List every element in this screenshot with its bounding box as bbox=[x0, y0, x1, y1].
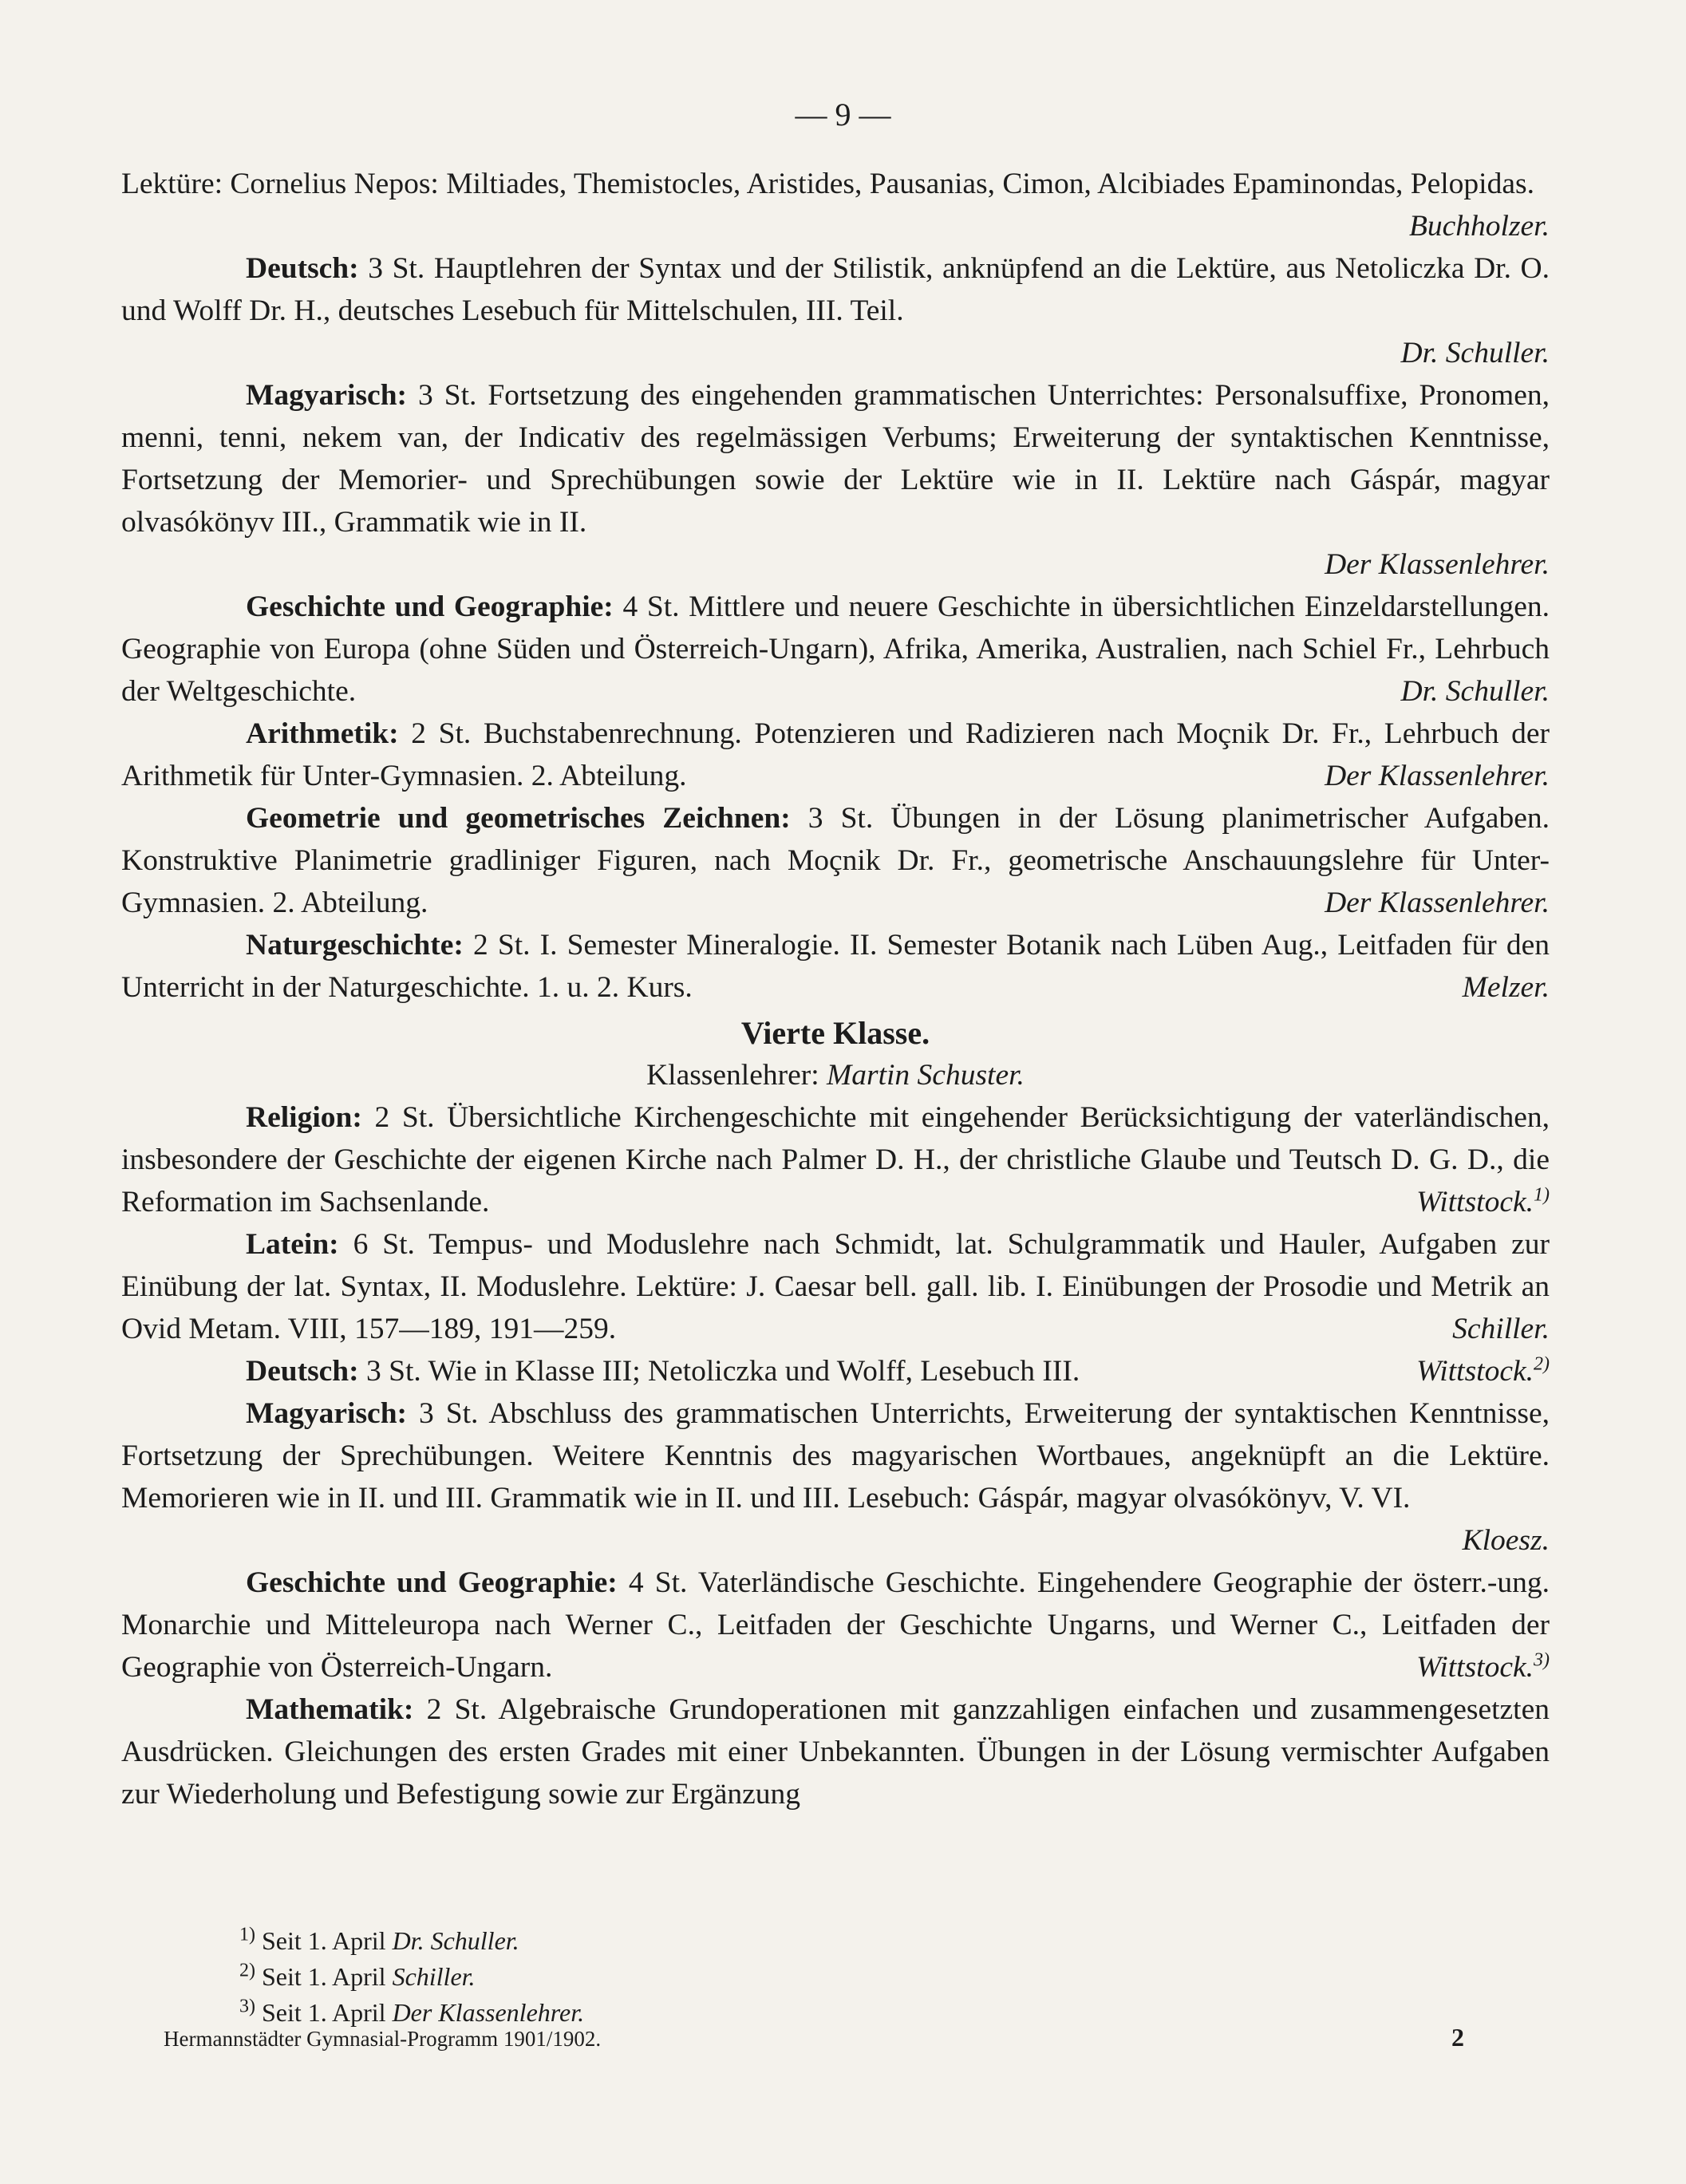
teacher-line bbox=[121, 332, 1550, 374]
subject-text: 2 St. Übersichtliche Kirchengeschichte mit eingehender Berücksichtigung der vaterländischen, insbesondere der Geschichte der eigenen Kirche nach Palmer D. H., der christliche Glaube und Teutsch D. G. D., die Reformation im Sachsenlande. bbox=[121, 1101, 1550, 1218]
subject-name: Latein: bbox=[246, 1228, 339, 1261]
subject-paragraph bbox=[121, 1392, 1550, 1562]
class-teacher-label: Klassenlehrer: bbox=[646, 1059, 819, 1092]
subject-text: 3 St. Wie in Klasse III; Netoliczka und Wolff, Lesebuch III. bbox=[358, 1355, 1080, 1388]
footnote-reference: 3) bbox=[1534, 1649, 1550, 1671]
subject-paragraph bbox=[121, 1223, 1550, 1350]
subject-paragraph bbox=[121, 924, 1550, 1009]
subject-name: Religion: bbox=[246, 1101, 362, 1134]
main-text bbox=[121, 163, 1550, 1815]
subject-text: 3 St. Fortsetzung des eingehenden grammatischen Unterrichtes: Personalsuffixe, Pronomen, menni, tenni, nekem van, der Indicativ des regelmässigen Verbums; Erweiterung der syntaktischen Kenntnisse, Fortsetzung der Memorier- und Sprechübungen sowie der Lektüre wie in II. Lektüre nach Gáspár, magyar olvasókönyv III., Grammatik wie in II. bbox=[121, 379, 1550, 539]
teacher-signature bbox=[1401, 337, 1550, 369]
footnote bbox=[239, 1923, 584, 1959]
subject-text: 3 St. Abschluss des grammatischen Unterrichts, Erweiterung der syntaktischen Kenntnisse, Fortsetzung der Sprechübungen. Weitere Kenntnis des magyarischen Wortbaues, angeknüpft an die Lektüre. Memorieren wie in II. und III. Grammatik wie in II. und III. Lesebuch: Gáspár, magyar olvasókönyv, V. VI. bbox=[121, 1397, 1550, 1515]
teacher-signature bbox=[1277, 670, 1550, 713]
subject-text: 2 St. Buchstabenrechnung. Potenzieren und Radizieren nach Moçnik Dr. Fr., Lehrbuch der Arithmetik für Unter-Gymnasien. 2. Abteilung. bbox=[121, 717, 1550, 792]
page-number: — 9 — bbox=[795, 97, 891, 132]
subject-paragraph bbox=[121, 797, 1550, 924]
teacher-signature bbox=[1409, 205, 1550, 247]
subject-text: 2 St. I. Semester Mineralogie. II. Semester Botanik nach Lüben Aug., Leitfaden für den Unterricht in der Naturgeschichte. 1. u. 2. Kurs. bbox=[121, 929, 1550, 1004]
footnote-reference: 1) bbox=[1534, 1184, 1550, 1206]
footnote-text: Seit 1. April bbox=[262, 1998, 386, 2027]
teacher-name: Buchholzer. bbox=[1408, 210, 1550, 243]
teacher-signature bbox=[1325, 548, 1550, 581]
subject-paragraph bbox=[121, 163, 1550, 247]
teacher-line bbox=[121, 543, 1550, 586]
teacher-name: Kloesz. bbox=[1462, 1524, 1550, 1557]
subject-paragraph bbox=[121, 1688, 1550, 1815]
third-class-subjects bbox=[121, 163, 1550, 1009]
page-footer bbox=[164, 2023, 1464, 2052]
teacher-signature bbox=[1338, 966, 1550, 1009]
teacher-signature bbox=[1292, 1350, 1550, 1392]
teacher-name: Melzer. bbox=[1462, 971, 1550, 1004]
class-heading: Vierte Klasse. bbox=[740, 1015, 930, 1051]
footnote-mark: 3) bbox=[239, 1996, 255, 2017]
subject-paragraph bbox=[121, 247, 1550, 332]
subject-text: 6 St. Tempus- und Moduslehre nach Schmidt, lat. Schulgrammatik und Hauler, Aufgaben zur Einübung der lat. Syntax, II. Moduslehre. Lektüre: J. Caesar bell. gall. lib. I. Einübungen der Prosodie und Metrik an Ovid Metam. VIII, 157—189, 191—259. bbox=[121, 1228, 1550, 1345]
publication-title: Hermannstädter Gymnasial-Programm 1901/1902. bbox=[164, 2027, 602, 2051]
footnotes bbox=[239, 1923, 584, 2031]
footnote-reference: 2) bbox=[1534, 1353, 1550, 1375]
footnote-text: Seit 1. April bbox=[262, 1926, 386, 1955]
subject-name: Naturgeschichte: bbox=[246, 929, 464, 962]
subject-paragraph bbox=[121, 1096, 1550, 1223]
class-teacher-name: Martin Schuster. bbox=[827, 1059, 1025, 1092]
subject-paragraph bbox=[121, 1350, 1550, 1392]
teacher-signature bbox=[1328, 1308, 1550, 1350]
teacher-name: Wittstock. bbox=[1416, 1186, 1534, 1218]
teacher-signature bbox=[1200, 755, 1550, 797]
footnote-mark: 2) bbox=[239, 1960, 255, 1981]
subject-text: 3 St. Hauptlehren der Syntax und der Stilistik, anknüpfend an die Lektüre, aus Netoliczka Dr. O. und Wolff Dr. H., deutsches Lesebuch für Mittelschulen, III. Teil. bbox=[121, 252, 1550, 327]
sheet-number: 2 bbox=[1451, 2023, 1464, 2052]
subject-paragraph bbox=[121, 1562, 1550, 1688]
subject-name: Geschichte und Geographie: bbox=[246, 590, 614, 623]
subject-name: Deutsch: bbox=[246, 1355, 359, 1388]
subject-text: 2 St. Algebraische Grundoperationen mit ganzzahligen einfachen und zusammengesetzten Ausdrücken. Gleichungen des ersten Grades mit einer Unbekannten. Übungen in der Lösung vermischter Aufgaben zur Wiederholung und Befestigung sowie zur Ergänzung bbox=[121, 1693, 1550, 1811]
footnote-name: Der Klassenlehrer. bbox=[392, 1998, 585, 2027]
teacher-signature bbox=[1292, 1646, 1550, 1688]
footnote-name: Dr. Schuller. bbox=[392, 1926, 519, 1955]
footnote-text: Seit 1. April bbox=[262, 1962, 386, 1991]
teacher-signature bbox=[1200, 882, 1550, 924]
subject-text: 4 St. Vaterländische Geschichte. Eingehendere Geographie der österr.-ung. Monarchie und Mitteleuropa nach Werner C., Leitfaden der Geschichte Ungarns, und Werner C., Leitfaden der Geographie von Österreich-Ungarn. bbox=[121, 1566, 1550, 1684]
subject-text: 3 St. Übungen in der Lösung planimetrischer Aufgaben. Konstruktive Planimetrie gradliniger Figuren, nach Moçnik Dr. Fr., geometrische Anschauungslehre für Unter-Gymnasien. 2. Abteilung. bbox=[121, 802, 1550, 919]
teacher-name: Wittstock. bbox=[1416, 1355, 1534, 1388]
subject-paragraph bbox=[121, 586, 1550, 713]
subject-text: 4 St. Mittlere und neuere Geschichte in übersichtlichen Einzeldarstellungen. Geographie von Europa (ohne Süden und Österreich-Ungarn), Afrika, Amerika, Australien, nach Schiel Fr., Lehrbuch der Weltgeschichte. bbox=[121, 590, 1550, 708]
subject-paragraph bbox=[121, 374, 1550, 543]
teacher-name: Der Klassenlehrer. bbox=[1325, 887, 1550, 919]
subject-name: Mathematik: bbox=[246, 1693, 414, 1726]
fourth-class-subjects bbox=[121, 1096, 1550, 1815]
footnote bbox=[239, 1959, 584, 1995]
subject-name: Geometrie und geometrisches Zeichnen: bbox=[246, 802, 791, 835]
teacher-name: Dr. Schuller. bbox=[1400, 337, 1550, 369]
teacher-name: Der Klassenlehrer. bbox=[1325, 760, 1550, 792]
subject-name: Magyarisch: bbox=[246, 379, 408, 412]
subject-paragraph bbox=[121, 713, 1550, 797]
subject-name: Magyarisch: bbox=[246, 1397, 408, 1430]
teacher-name: Der Klassenlehrer. bbox=[1325, 548, 1550, 581]
teacher-name: Wittstock. bbox=[1416, 1651, 1534, 1684]
teacher-name: Dr. Schuller. bbox=[1400, 675, 1550, 708]
teacher-signature bbox=[1338, 1519, 1550, 1562]
subject-name: Arithmetik: bbox=[246, 717, 399, 750]
subject-text: Lektüre: Cornelius Nepos: Miltiades, Themistocles, Aristides, Pausanias, Cimon, Alcibiades Epaminondas, Pelopidas. bbox=[121, 168, 1534, 200]
teacher-name: Schiller. bbox=[1452, 1313, 1550, 1345]
class-teacher-line bbox=[121, 1054, 1550, 1096]
teacher-signature bbox=[1292, 1181, 1550, 1223]
footnote-name: Schiller. bbox=[392, 1962, 476, 1991]
subject-name: Geschichte und Geographie: bbox=[246, 1566, 618, 1599]
footnote-mark: 1) bbox=[239, 1924, 255, 1945]
subject-name: Deutsch: bbox=[246, 252, 359, 285]
